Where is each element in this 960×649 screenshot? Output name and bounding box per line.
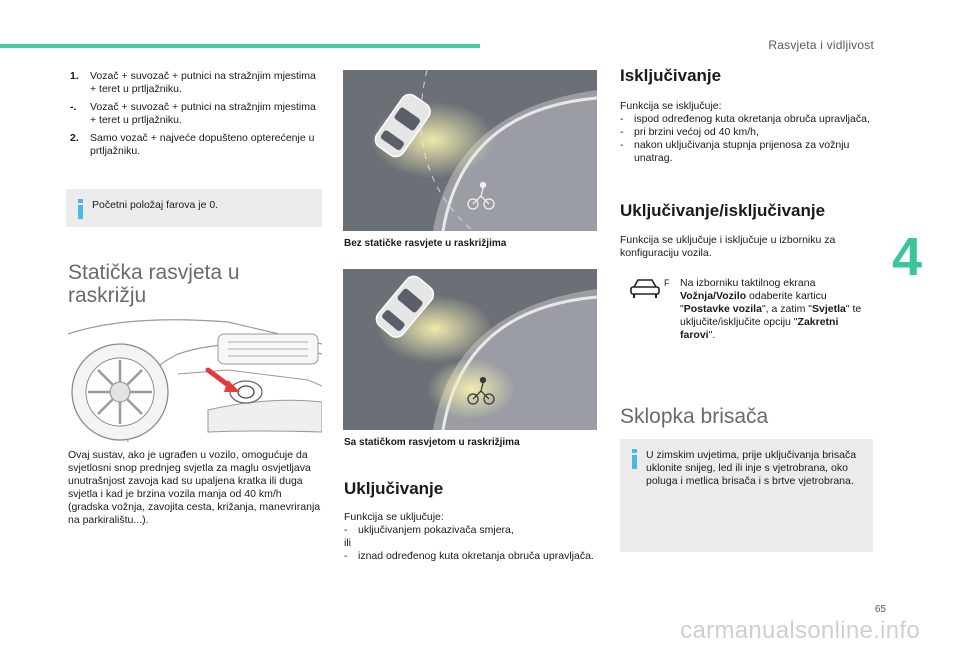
chapter-number: 4: [892, 227, 923, 287]
step-text-part: ", a zatim: [761, 303, 806, 315]
list-item: - iznad određenog kuta okretanja obruča upravljača.: [344, 550, 594, 562]
page-number: 65: [874, 604, 886, 615]
step-text-part: ": [680, 303, 684, 315]
list-marker: 1.: [70, 70, 79, 82]
list-item: - uključivanjem pokazivača smjera,: [344, 524, 514, 536]
step-text-part: Na izborniku taktilnog ekrana: [680, 277, 816, 289]
section-title-activation: Uključivanje: [344, 479, 444, 498]
deactivation-condition: pri brzini većoj od 40 km/h,: [634, 126, 759, 138]
step-text-part: odaberite karticu: [749, 290, 827, 302]
info-icon: [76, 199, 86, 219]
menu-name: Vožnja/Vozilo: [680, 290, 747, 302]
section-title-wiper: Sklopka brisača: [620, 405, 769, 428]
front-fog-lamp-illustration: [68, 314, 322, 442]
list-text: Vozač + suvozač + putnici na stražnjim mjestima + teret u prtljažniku.: [90, 101, 316, 126]
step-arrow: F: [664, 278, 670, 288]
info-icon: [630, 449, 640, 469]
step-text-part: ".: [708, 329, 716, 341]
list-text: Samo vozač + najveće dopušteno opterećenje u prtljažniku.: [90, 132, 315, 157]
info-text: U zimskim uvjetima, prije uključivanja brisača uklonite snijeg, led ili inje s vjetrobrana, oko poluga i metlica brisača i s brtve vjetrobrana.: [646, 449, 857, 487]
header-accent-bar: [0, 44, 480, 48]
list-item: - ispod određenog kuta okretanja obruča upravljača,: [620, 113, 870, 125]
on-off-instructions: [664, 277, 872, 342]
deactivation-condition: nakon uključivanja stupnja prijenosa za vožnju unatrag.: [634, 139, 850, 164]
list-item: [70, 132, 320, 158]
car-icon: [628, 277, 662, 299]
on-off-intro: Funkcija se uključuje i isključuje u izborniku za konfiguraciju vozila.: [620, 234, 836, 259]
section-title-deactivation: Isključivanje: [620, 66, 722, 85]
submenu-name: Svjetla: [812, 303, 846, 315]
activation-condition: iznad određenog kuta okretanja obruča upravljača.: [358, 550, 594, 562]
figure-caption-with: Sa statičkom rasvjetom u raskrižjima: [344, 437, 520, 448]
activation-or: ili: [344, 537, 351, 549]
list-item: [70, 101, 320, 127]
deactivation-condition: ispod određenog kuta okretanja obruča upravljača,: [634, 113, 870, 125]
section-title-on-off: Uključivanje/isključivanje: [620, 201, 826, 220]
illustration-without-cornering-light: [343, 70, 597, 231]
list-item: - nakon uključivanja stupnja prijenosa za vožnju unatrag.: [620, 139, 850, 164]
activation-condition: uključivanjem pokazivača smjera,: [358, 524, 514, 536]
watermark: carmanualsonline.info: [680, 617, 920, 644]
list-item: [70, 70, 320, 96]
static-lighting-description: Ovaj sustav, ako je ugrađen u vozilo, omogućuje da svjetlosni snop prednjeg svjetla za maglu osvjetljava unutrašnjost zavoja kad su upaljena kratka ili duga svjetla i kad je brzina vozila manja od 40 km/h (gradska vožnja, zavojita cesta, križanja, manevriranja na parkiralištu...).: [68, 449, 321, 526]
load-list: [70, 70, 320, 163]
list-marker: -.: [70, 101, 77, 113]
step-text-part: ": [808, 303, 813, 315]
deactivation-text: [620, 100, 870, 165]
illustration-with-cornering-light: [343, 269, 597, 430]
info-text: Početni položaj farova je 0.: [92, 199, 219, 211]
option-name: Zakretni farovi: [680, 316, 839, 341]
running-title: Rasvjeta i vidljivost: [768, 38, 874, 52]
step-text-part: " te uključite/isključite opciju ": [680, 303, 862, 328]
info-box-start-position: [66, 189, 322, 227]
list-marker: 2.: [70, 132, 79, 144]
info-box-wiper: [620, 439, 873, 552]
figure-caption-without: Bez statičke rasvjete u raskrižjima: [344, 238, 507, 249]
activation-intro: Funkcija se uključuje:: [344, 511, 444, 523]
tab-name: Postavke vozila: [683, 303, 762, 315]
section-title-static-lighting: Statička rasvjeta u raskrižju: [68, 261, 240, 307]
activation-text: [344, 511, 594, 563]
list-text: Vozač + suvozač + putnici na stražnjim mjestima + teret u prtljažniku.: [90, 70, 316, 95]
list-item: - pri brzini većoj od 40 km/h,: [620, 126, 759, 138]
deactivation-intro: Funkcija se isključuje:: [620, 100, 722, 112]
